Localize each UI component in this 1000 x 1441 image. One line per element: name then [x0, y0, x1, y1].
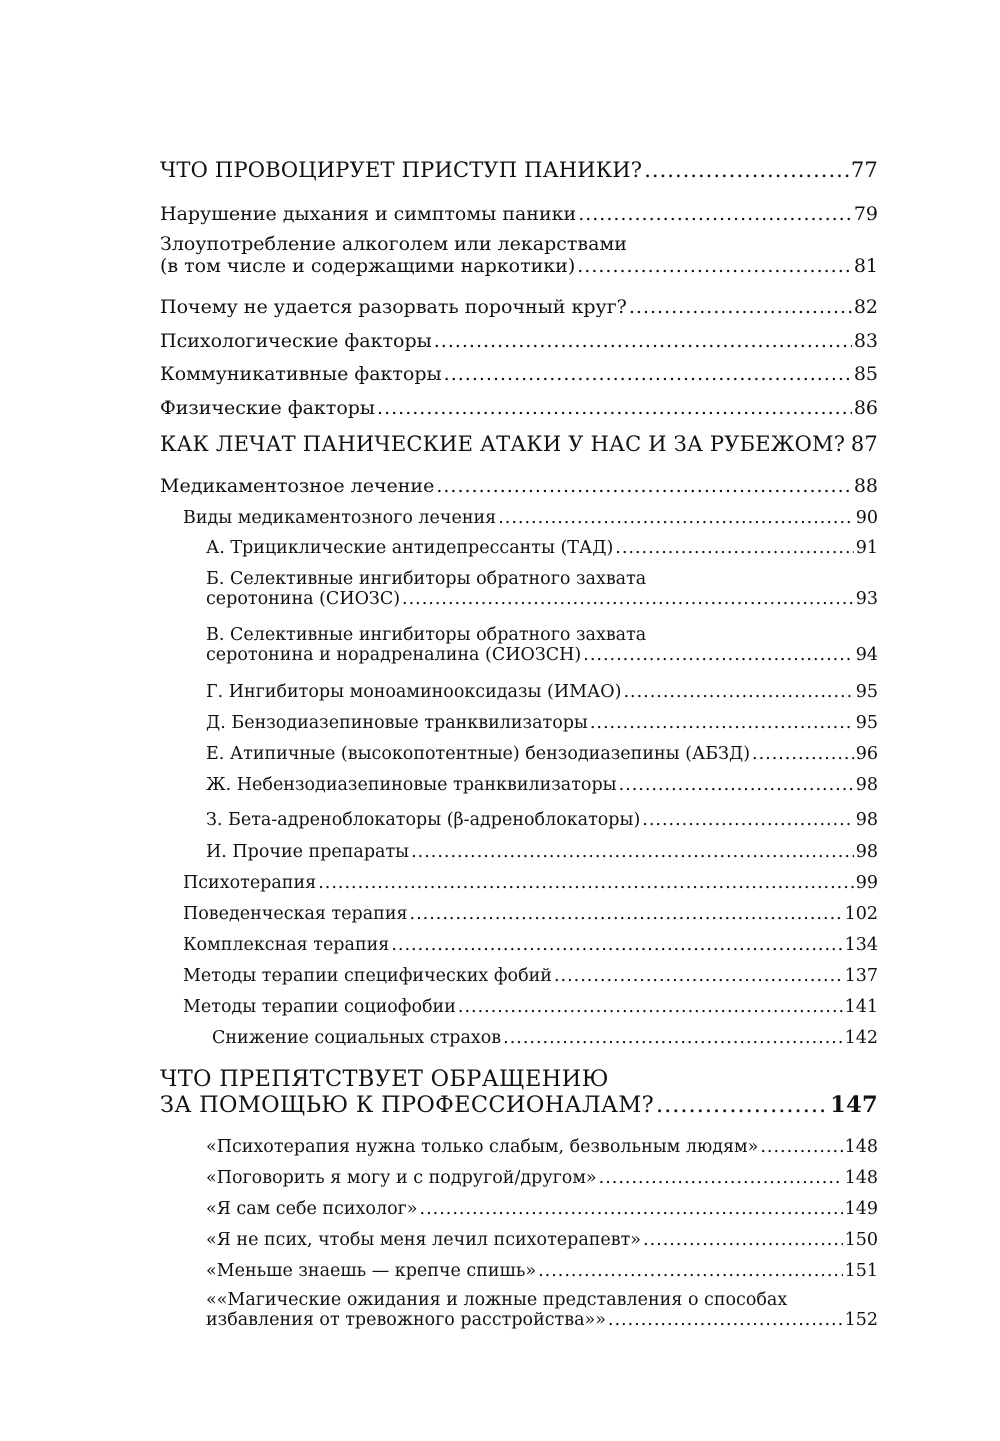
dot-leader: [377, 397, 852, 419]
toc-entry-page-number: 98: [855, 842, 878, 862]
toc-entry-title: Комплексная терапия: [183, 935, 390, 955]
toc-entry: [160, 842, 878, 862]
toc-entry: [160, 775, 878, 795]
toc-entry-page-number: 141: [844, 997, 878, 1017]
toc-entry-title: КАК ЛЕЧАТ ПАНИЧЕСКИЕ АТАКИ У НАС И ЗА РУБЕЖОМ?: [160, 432, 846, 456]
toc-entry-title: (в том числе и содержащими наркотики): [160, 255, 576, 277]
toc-entry: [160, 810, 878, 830]
toc-entry: [160, 508, 878, 528]
dot-leader: [410, 904, 843, 924]
toc-entry: [160, 538, 878, 558]
toc-entry-title: Г. Ингибиторы моноаминооксидазы (ИМАО): [206, 682, 622, 702]
toc-entry: [160, 475, 878, 497]
toc-entry: [160, 966, 878, 986]
toc-entry-title: «Я сам себе психолог»: [206, 1199, 418, 1219]
toc-entry-title: Психологические факторы: [160, 330, 432, 352]
toc-entry-page-number: 148: [844, 1168, 878, 1188]
toc-entry-page-number: 87: [850, 432, 878, 456]
toc-entry-page-number: 82: [853, 296, 878, 318]
toc-entry-page-number: 98: [855, 775, 878, 795]
toc-entry-title: серотонина (СИОЗС): [206, 589, 401, 609]
toc-entry-title: Ж. Небензодиазепиновые транквилизаторы: [206, 775, 617, 795]
toc-entry: [160, 1290, 878, 1330]
toc-entry-page-number: 79: [853, 203, 878, 225]
toc-entry-page-number: 151: [844, 1261, 878, 1281]
toc-entry-page-number: 85: [853, 363, 878, 385]
toc-entry: [160, 233, 878, 277]
toc-entry-title: Поведенческая терапия: [183, 904, 408, 924]
toc-entry-title: избавления от тревожного расстройства»»: [206, 1310, 606, 1330]
dot-leader: [643, 1230, 843, 1250]
toc-entry: [160, 997, 878, 1017]
toc-entry: [160, 1066, 878, 1118]
toc-entry-page-number: 134: [844, 935, 878, 955]
dot-leader: [318, 873, 854, 893]
toc-entry-page-number: 148: [844, 1137, 878, 1157]
dot-leader: [503, 1028, 842, 1048]
dot-leader: [608, 1310, 843, 1330]
toc-entry-page-number: 149: [844, 1199, 878, 1219]
dot-leader: [642, 810, 853, 830]
toc-entry-page-number: 88: [853, 475, 878, 497]
dot-leader: [583, 645, 853, 665]
toc-entry-page-number: 77: [850, 158, 878, 182]
toc-entry: [160, 1168, 878, 1188]
toc-entry-title: ЗА ПОМОЩЬЮ К ПРОФЕССИОНАЛАМ?: [160, 1092, 654, 1118]
toc-entry: [160, 1137, 878, 1157]
toc-entry-title: «Меньше знаешь — крепче спишь»: [206, 1261, 537, 1281]
toc-entry: [160, 1199, 878, 1219]
toc-entry-title: Коммуникативные факторы: [160, 363, 442, 385]
dot-leader: [577, 255, 852, 277]
toc-entry-page-number: 147: [830, 1092, 878, 1118]
toc-entry-title: Методы терапии специфических фобий: [183, 966, 552, 986]
toc-entry: [160, 625, 878, 665]
toc-entry-page-number: 152: [844, 1310, 878, 1330]
toc-entry-title: «Поговорить я могу и с подругой/другом»: [206, 1168, 597, 1188]
toc-entry-title: Снижение социальных страхов: [212, 1028, 502, 1048]
dot-leader: [436, 475, 851, 497]
toc-entry-page-number: 93: [855, 589, 878, 609]
toc-entry-page-number: 83: [853, 330, 878, 352]
toc-entry: [160, 363, 878, 385]
toc-entry: [160, 569, 878, 609]
toc-entry-title-first-line: В. Селективные ингибиторы обратного захвата: [206, 625, 647, 645]
toc-entry: [160, 682, 878, 702]
toc-entry: [160, 873, 878, 893]
toc-entry-title: Физические факторы: [160, 397, 376, 419]
dot-leader: [420, 1199, 843, 1219]
toc-entry-title: Виды медикаментозного лечения: [183, 508, 497, 528]
dot-leader: [498, 508, 854, 528]
toc-entry-title: Д. Бензодиазепиновые транквилизаторы: [206, 713, 588, 733]
toc-entry: [160, 432, 878, 456]
toc-entry-title: Психотерапия: [183, 873, 317, 893]
toc-entry-page-number: 150: [844, 1230, 878, 1250]
toc-entry-title-first-line: ««Магические ожидания и ложные представления о способах: [206, 1290, 788, 1310]
dot-leader: [615, 538, 853, 558]
toc-entry-title-first-line: Б. Селективные ингибиторы обратного захвата: [206, 569, 647, 589]
toc-entry: [160, 158, 878, 182]
toc-entry-page-number: 81: [853, 255, 878, 277]
toc-entry: [160, 330, 878, 352]
toc-entry-page-number: 95: [855, 682, 878, 702]
toc-entry: [160, 397, 878, 419]
toc-entry-page-number: 95: [855, 713, 878, 733]
toc-entry-title: ЧТО ПРОВОЦИРУЕТ ПРИСТУП ПАНИКИ?: [160, 158, 643, 182]
toc-entry-title: Почему не удается разорвать порочный круг?: [160, 296, 627, 318]
dot-leader: [752, 744, 854, 764]
toc-entry: [160, 935, 878, 955]
dot-leader: [590, 713, 854, 733]
toc-entry: [160, 296, 878, 318]
toc-entry: [160, 744, 878, 764]
dot-leader: [402, 589, 854, 609]
dot-leader: [554, 966, 843, 986]
toc-entry: [160, 1261, 878, 1281]
dot-leader: [629, 296, 852, 318]
toc-entry-title: серотонина и норадреналина (СИОЗСН): [206, 645, 582, 665]
dot-leader: [760, 1137, 842, 1157]
dot-leader: [444, 363, 852, 385]
toc-entry: [160, 904, 878, 924]
toc-entry: [160, 1028, 878, 1048]
toc-entry-page-number: 98: [855, 810, 878, 830]
dot-leader: [411, 842, 854, 862]
dot-leader: [623, 682, 853, 702]
toc-entry-title: Е. Атипичные (высокопотентные) бензодиазепины (АБЗД): [206, 744, 751, 764]
toc-entry-page-number: 86: [853, 397, 878, 419]
dot-leader: [578, 203, 852, 225]
dot-leader: [599, 1168, 843, 1188]
dot-leader: [434, 330, 852, 352]
toc-entry-title: «Психотерапия нужна только слабым, безвольным людям»: [206, 1137, 759, 1157]
toc-entry-page-number: 142: [844, 1028, 878, 1048]
toc-entry-page-number: 99: [855, 873, 878, 893]
dot-leader: [656, 1092, 828, 1118]
toc-entry-title: З. Бета-адреноблокаторы (β-адреноблокаторы): [206, 810, 641, 830]
toc-entry-title-first-line: Злоупотребление алкоголем или лекарствами: [160, 233, 627, 255]
toc-entry-title: «Я не псих, чтобы меня лечил психотерапевт»: [206, 1230, 642, 1250]
dot-leader: [644, 158, 849, 182]
toc-entry: [160, 203, 878, 225]
toc-entry-page-number: 137: [844, 966, 878, 986]
toc-entry-title: Нарушение дыхания и симптомы паники: [160, 203, 577, 225]
dot-leader: [538, 1261, 843, 1281]
toc-entry-page-number: 102: [844, 904, 878, 924]
toc-entry: [160, 1230, 878, 1250]
toc-entry-page-number: 96: [855, 744, 878, 764]
toc-entry-title: Медикаментозное лечение: [160, 475, 435, 497]
toc-entry-title: А. Трициклические антидепрессанты (ТАД): [206, 538, 614, 558]
toc-entry: [160, 713, 878, 733]
toc-entry-page-number: 94: [855, 645, 878, 665]
dot-leader: [619, 775, 854, 795]
dot-leader: [391, 935, 842, 955]
dot-leader: [458, 997, 843, 1017]
dot-leader: [847, 432, 849, 456]
toc-entry-title-first-line: ЧТО ПРЕПЯТСТВУЕТ ОБРАЩЕНИЮ: [160, 1066, 609, 1092]
toc-entry-page-number: 90: [855, 508, 878, 528]
toc-entry-title: Методы терапии социофобии: [183, 997, 456, 1017]
toc-entry-page-number: 91: [855, 538, 878, 558]
toc-entry-title: И. Прочие препараты: [206, 842, 410, 862]
